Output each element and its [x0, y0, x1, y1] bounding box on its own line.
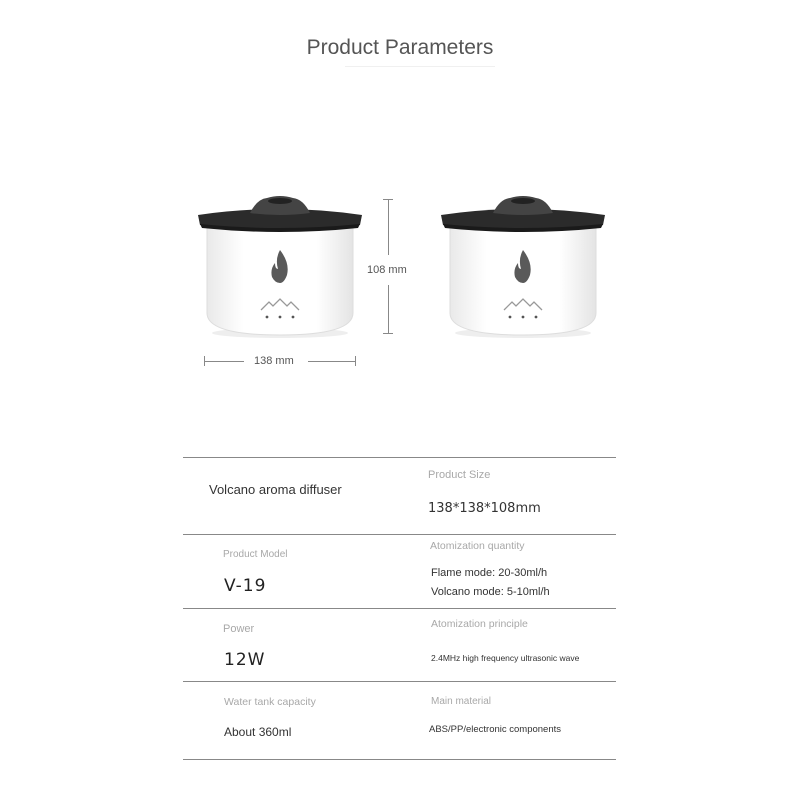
flame-mode-value: Flame mode: 20-30ml/h — [431, 567, 548, 579]
table-rule-3 — [183, 681, 616, 682]
material-label: Main material — [431, 696, 492, 707]
height-dim-line-top — [388, 199, 389, 255]
principle-value: 2.4MHz high frequency ultrasonic wave — [431, 653, 580, 663]
atomization-label: Atomization quantity — [430, 540, 525, 552]
height-dim-line-bottom — [388, 285, 389, 333]
width-dim-right-tick — [355, 356, 356, 366]
diffuser-side-image — [438, 195, 608, 340]
material-value: ABS/PP/electronic components — [429, 724, 562, 735]
power-label: Power — [223, 623, 255, 635]
volcano-mode-value: Volcano mode: 5-10ml/h — [431, 586, 550, 598]
tank-label: Water tank capacity — [224, 696, 316, 708]
page-title: Product Parameters — [306, 36, 494, 59]
table-rule-2 — [183, 608, 616, 609]
width-dim-line-right — [308, 361, 355, 362]
tank-value: About 360ml — [224, 725, 292, 739]
table-rule-top — [183, 457, 616, 458]
model-value: V-19 — [224, 576, 267, 596]
product-name: Volcano aroma diffuser — [209, 482, 342, 497]
power-value: 12W — [224, 650, 266, 670]
model-label: Product Model — [223, 549, 288, 560]
width-dim-line-left — [204, 361, 244, 362]
height-dim-bottom-tick — [383, 333, 393, 334]
width-dim-label: 138 mm — [254, 355, 294, 367]
size-value: 138*138*108mm — [428, 501, 541, 516]
table-rule-1 — [183, 534, 616, 535]
title-divider — [345, 66, 495, 67]
principle-label: Atomization principle — [431, 618, 528, 630]
height-dim-label: 108 mm — [367, 264, 407, 276]
diffuser-front-image — [195, 195, 365, 340]
size-label: Product Size — [428, 469, 491, 481]
table-rule-bottom — [183, 759, 616, 760]
